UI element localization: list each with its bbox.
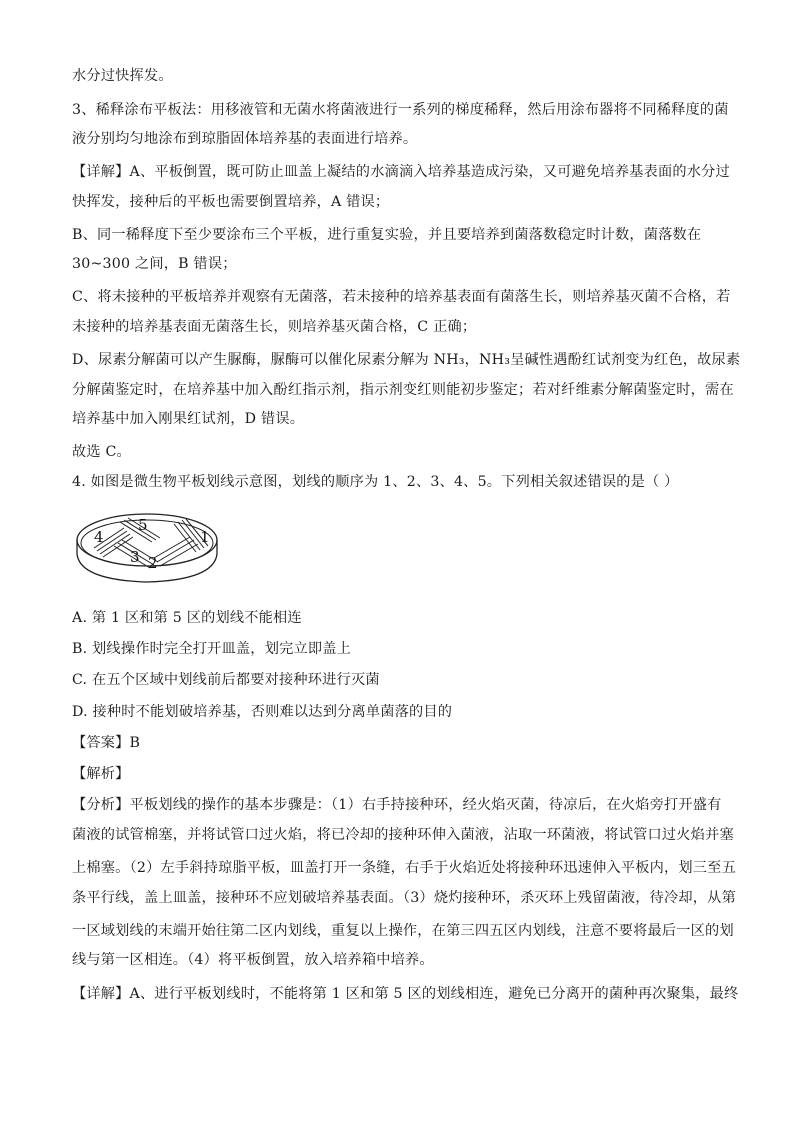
text-line: 分解菌鉴定时，在培养基中加入酚红指示剂，指示剂变红则能初步鉴定；若对纤维素分解菌鉴定时，需在	[72, 382, 734, 398]
text-line: 一区域划线的末端开始往第二区内划线，重复以上操作，在第三四五区内划线，注意不要将最后一区的划	[72, 923, 734, 939]
text-line: 未接种的培养基表面无菌落生长，则培养基灭菌合格，C 正确；	[72, 319, 477, 335]
text-line: 上棉塞。（2）左手斜持琼脂平板，皿盖打开一条缝，右手于火焰近处将接种环迅速伸入平板内，划三至五	[72, 860, 736, 876]
region-label-4: 4	[94, 528, 104, 546]
text-line: 液分别均匀地涂布到琼脂固体培养基的表面进行培养。	[72, 131, 418, 147]
region-label-2: 2	[148, 554, 158, 572]
text-line: 培养基中加入刚果红试剂，D 错误。	[72, 411, 305, 427]
petri-dish-diagram	[72, 506, 222, 590]
text-line: B、同一稀释度下至少要涂布三个平板，进行重复实验，并且要培养到菌落数稳定时计数，菌落数在	[72, 227, 702, 243]
text-line: 【分析】平板划线的操作的基本步骤是：（1）右手持接种环，经火焰灭菌，待凉后，在火焰旁打开盛有	[72, 797, 722, 813]
region-label-1: 1	[200, 528, 210, 546]
option-b: B. 划线操作时完全打开皿盖，划完立即盖上	[72, 641, 352, 657]
region-label-3: 3	[130, 548, 140, 566]
text-line: 【详解】A、平板倒置，既可防止皿盖上凝结的水滴滴入培养基造成污染，又可避免培养基表面的水分过	[72, 164, 730, 180]
text-line: 故选 C。	[72, 444, 131, 460]
region-label-5: 5	[138, 516, 148, 534]
text-line: 3、稀释涂布平板法：用移液管和无菌水将菌液进行一系列的梯度稀释，然后用涂布器将不同稀释度的菌	[72, 102, 729, 118]
text-line: D、尿素分解菌可以产生脲酶，脲酶可以催化尿素分解为 NH₃，NH₃呈碱性遇酚红试剂变为红色，故尿素	[72, 352, 741, 368]
text-line: 条平行线，盖上皿盖，接种环不应划破培养基表面。（3）烧灼接种环，杀灭环上残留菌液，待冷却，从第	[72, 890, 736, 906]
text-line: 菌液的试管棉塞，并将试管口过火焰，将已冷却的接种环伸入菌液，沾取一环菌液，将试管口过火焰并塞	[72, 827, 734, 843]
streak-region-2	[154, 537, 198, 566]
question-stem: 4. 如图是微生物平板划线示意图，划线的顺序为 1、2、3、4、5。下列相关叙述错误的是（ ）	[72, 474, 679, 490]
streak-plate-figure	[72, 506, 222, 590]
option-d: D. 接种时不能划破培养基，否则难以达到分离单菌落的目的	[72, 704, 453, 720]
option-a: A. 第 1 区和第 5 区的划线不能相连	[72, 610, 302, 626]
text-line: 【详解】A、进行平板划线时，不能将第 1 区和第 5 区的划线相连，避免已分离开的菌种再次聚集，最终	[72, 986, 739, 1002]
text-line: 水分过快挥发。	[72, 68, 173, 84]
answer-line: 【答案】B	[72, 735, 141, 751]
text-line: 线与第一区相连。（4）将平板倒置，放入培养箱中培养。	[72, 952, 434, 968]
analysis-heading: 【解析】	[72, 766, 130, 782]
text-line: 快挥发，接种后的平板也需要倒置培养，A 错误；	[72, 194, 390, 210]
option-c: C. 在五个区域中划线前后都要对接种环进行灭菌	[72, 672, 380, 688]
text-line: 30~300 之间，B 错误；	[72, 256, 237, 272]
text-line: C、将未接种的平板培养并观察有无菌落，若未接种的培养基表面有菌落生长，则培养基灭菌不合格，若	[72, 289, 731, 305]
